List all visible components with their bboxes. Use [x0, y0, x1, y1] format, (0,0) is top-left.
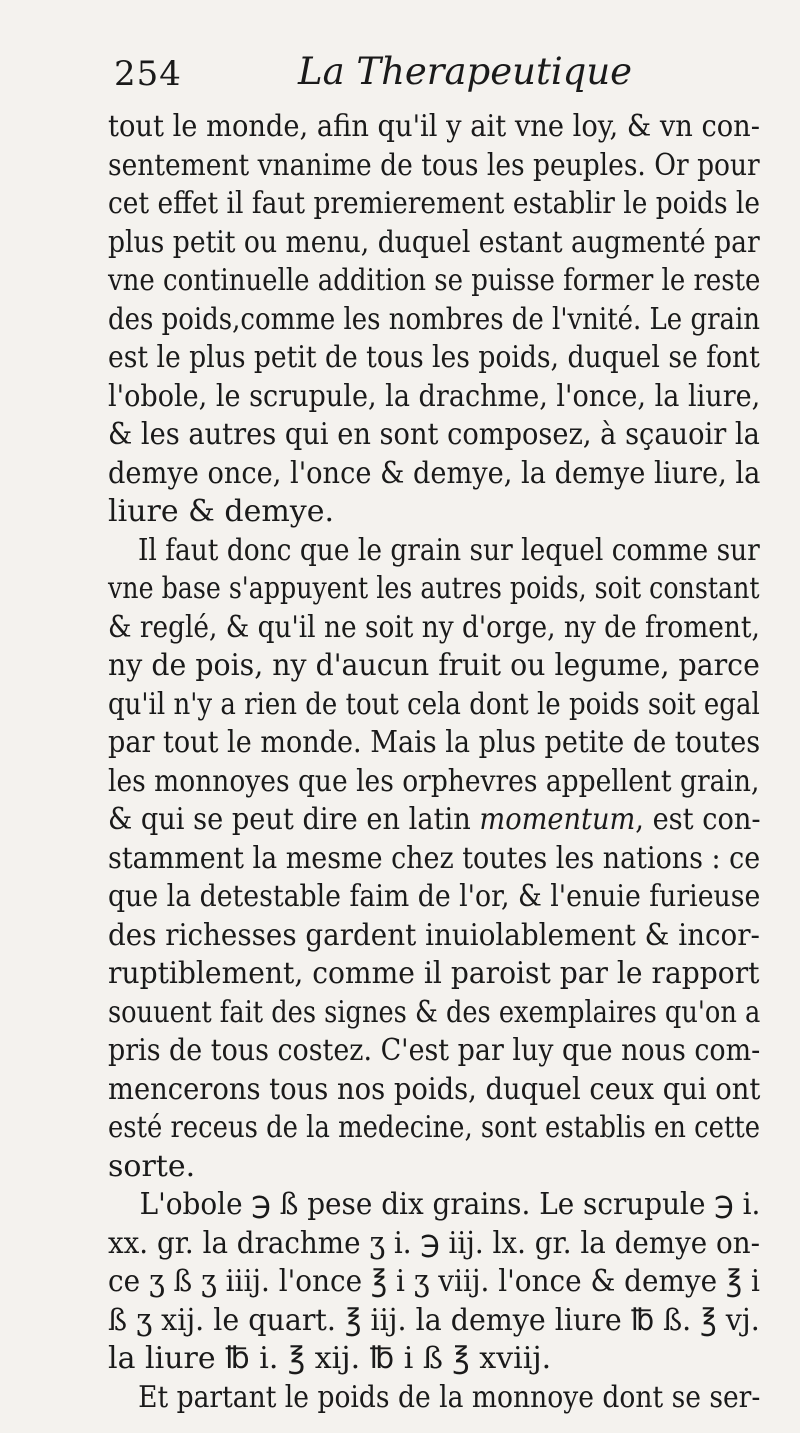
- text-line: ß ʒ xij. le quart. ℥ iij. la demye liure ℔ ß. ℥ vj.: [108, 1302, 760, 1338]
- text-line: par tout le monde. Mais la plus petite de toutes: [108, 725, 761, 760]
- text-line: pris de tous costez. C'est par luy que nous com-: [108, 1033, 761, 1068]
- text-line: est le plus petit de tous les poids, duquel se font: [108, 340, 760, 375]
- running-head: [108, 48, 760, 108]
- text-line-with-italic: [108, 801, 761, 840]
- text-line: xx. gr. la drachme ʒ i. ℈ iij. lx. gr. la demye on-: [108, 1225, 760, 1261]
- text-segment: & qui se peut dire en latin: [108, 802, 480, 837]
- text-line: stamment la mesme chez toutes les nations : ce: [108, 840, 761, 876]
- page-text: [108, 108, 760, 1417]
- text-line: qu'il n'y a rien de tout cela dont le poids soit egal: [108, 686, 760, 722]
- text-line: esté receus de la medecine, sont establis en cette: [108, 1110, 761, 1145]
- text-line: & reglé, & qu'il ne soit ny d'orge, ny de froment,: [108, 609, 760, 645]
- text-line: demye once, l'once & demye, la demye liure, la: [108, 455, 761, 491]
- text-line: la liure ℔ i. ℥ xij. ℔ i ß ℥ xviij.: [108, 1341, 552, 1376]
- text-line: que la detestable faim de l'or, & l'enuie furieuse: [108, 879, 761, 914]
- text-line: liure & demye.: [108, 494, 335, 529]
- text-line: ruptiblement, comme il paroist par le rapport: [108, 956, 760, 991]
- text-line: ce ʒ ß ʒ iiij. l'once ℥ i ʒ viij. l'once & demye ℥ i: [108, 1264, 760, 1299]
- text-line: vne continuelle addition se puisse former le reste: [108, 263, 761, 298]
- text-line: les monnoyes que les orphevres appellent grain,: [108, 763, 760, 799]
- text-line: vne base s'appuyent les autres poids, soit constant: [108, 571, 760, 606]
- text-line: & les autres qui en sont composez, à sçauoir la: [108, 417, 760, 452]
- text-line: l'obole, le scrupule, la drachme, l'once, la liure,: [108, 378, 761, 414]
- text-line: sorte.: [108, 1148, 196, 1184]
- text-line: tout le monde, afin qu'il y ait vne loy, & vn con-: [108, 109, 760, 144]
- text-line: cet effet il faut premierement establir le poids le: [108, 186, 761, 221]
- paragraph-start-line: Et partant le poids de la monnoye dont se ser-: [138, 1379, 761, 1415]
- running-title: La Therapeutique: [298, 50, 633, 93]
- page-number: 254: [114, 54, 182, 94]
- text-line: souuent fait des signes & des exemplaires qu'on a: [108, 994, 761, 1030]
- paragraph-start-line: Il faut donc que le grain sur lequel comme sur: [137, 532, 760, 568]
- text-line: des poids,comme les nombres de l'vnité. Le grain: [108, 301, 761, 337]
- text-line: ny de pois, ny d'aucun fruit ou legume, parce: [108, 648, 760, 683]
- text-line: plus petit ou menu, duquel estant augmenté par: [108, 224, 760, 260]
- text-line: mencerons tous nos poids, duquel ceux qui ont: [108, 1071, 761, 1107]
- text-segment: , est con-: [635, 802, 761, 837]
- latin-term: momentum: [479, 802, 636, 837]
- paragraph-start-line: L'obole ℈ ß pese dix grains. Le scrupule ℈ i.: [139, 1187, 761, 1222]
- text-line: des richesses gardent inuiolablement & incor-: [108, 917, 760, 953]
- text-line: sentement vnanime de tous les peuples. Or pour: [108, 147, 760, 183]
